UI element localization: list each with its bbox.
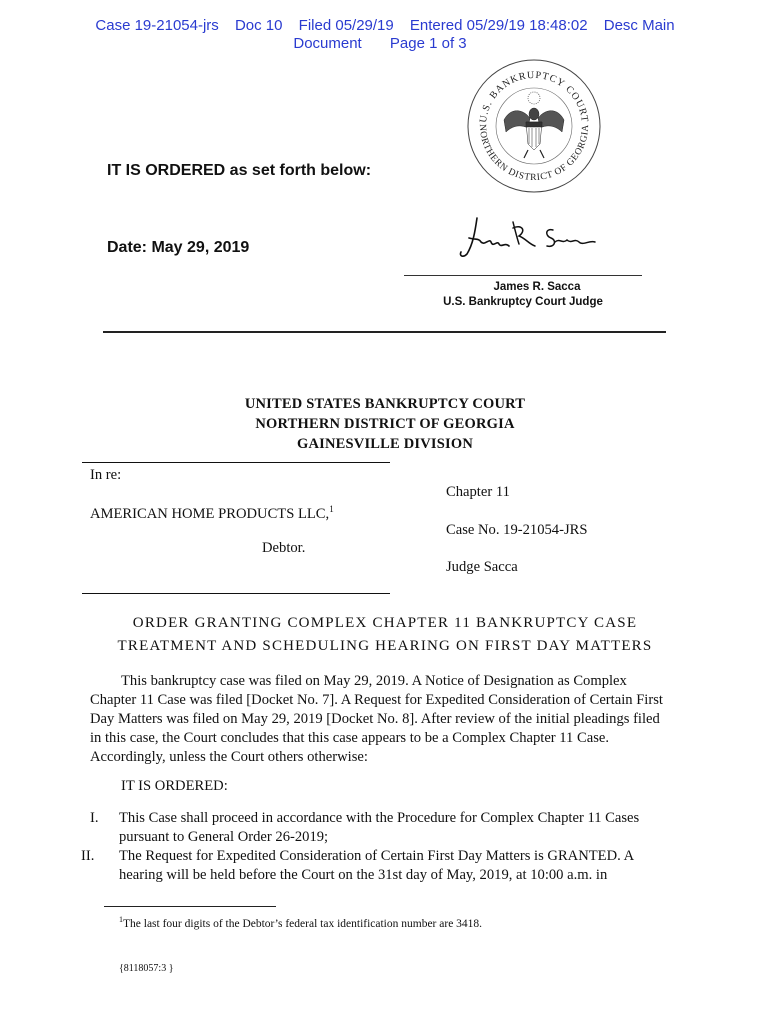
debtor-label: Debtor. bbox=[262, 540, 306, 556]
footnote-rule bbox=[104, 906, 276, 907]
judge-signature bbox=[455, 208, 605, 266]
item-line: The Request for Expedited Consideration of Certain First Day Matters is GRANTED. A bbox=[119, 848, 635, 864]
item-line: hearing will be held before the Court on the 31st day of May, 2019, at 10:00 a.m. in bbox=[119, 867, 608, 883]
footnote-text: The last four digits of the Debtor’s federal tax identification number are 3418. bbox=[123, 917, 483, 930]
para-line: Chapter 11 Case was filed [Docket No. 7]. A Request for Expedited Consideration of Certain First bbox=[90, 692, 663, 708]
in-re-label: In re: bbox=[90, 467, 122, 483]
order-item bbox=[90, 809, 690, 847]
svg-text:U.S. BANKRUPTCY COURT: U.S. BANKRUPTCY COURT bbox=[478, 69, 590, 124]
order-title bbox=[0, 612, 770, 658]
order-item bbox=[81, 847, 691, 885]
judge-caption: Judge Sacca bbox=[446, 559, 518, 575]
desc-main: Desc Main bbox=[603, 17, 675, 34]
para-line: in this case, the Court concludes that this case appears to be a Complex Chapter 11 Case. bbox=[90, 730, 610, 746]
footnote-mark: 1 bbox=[119, 915, 123, 924]
body-paragraph bbox=[90, 672, 690, 767]
judge-name: James R. Sacca bbox=[493, 281, 581, 293]
page-count: Page 1 of 3 bbox=[389, 35, 467, 52]
court-division: GAINESVILLE DIVISION bbox=[296, 436, 474, 452]
judge-title: U.S. Bankruptcy Court Judge bbox=[443, 296, 603, 308]
para-line: Day Matters was filed on May 29, 2019 [Docket No. 8]. After review of the initial pleadings filed bbox=[90, 711, 660, 727]
filed-date: Filed 05/29/19 bbox=[298, 17, 394, 34]
ecf-header-line-2 bbox=[0, 35, 765, 52]
item-line: pursuant to General Order 26-2019; bbox=[119, 829, 329, 845]
ordered-as-set-forth: IT IS ORDERED as set forth below: bbox=[107, 162, 372, 179]
footnote-ref: 1 bbox=[329, 504, 334, 514]
footnote bbox=[119, 915, 482, 930]
doc-number: Doc 10 bbox=[234, 17, 283, 34]
ecf-header-line-1 bbox=[0, 17, 770, 34]
signature-block bbox=[404, 280, 642, 310]
order-date: Date: May 29, 2019 bbox=[107, 239, 250, 256]
case-number-caption: Case No. 19-21054-JRS bbox=[446, 522, 588, 538]
item-number: I. bbox=[90, 810, 99, 826]
court-seal bbox=[466, 58, 602, 194]
it-is-ordered: IT IS ORDERED: bbox=[121, 778, 228, 794]
item-number: II. bbox=[81, 848, 95, 864]
court-district: NORTHERN DISTRICT OF GEORGIA bbox=[255, 416, 515, 432]
svg-text:NORTHERN DISTRICT OF GEORGIA: NORTHERN DISTRICT OF GEORGIA bbox=[476, 124, 592, 184]
para-line: Accordingly, unless the Court others otherwise: bbox=[90, 749, 368, 765]
entered-date: Entered 05/29/19 18:48:02 bbox=[409, 17, 588, 34]
caption-top-rule bbox=[82, 462, 390, 463]
chapter-label: Chapter 11 bbox=[446, 484, 510, 500]
seal-icon bbox=[466, 58, 602, 194]
debtor-name: AMERICAN HOME PRODUCTS LLC,$^1$ bbox=[90, 504, 334, 522]
court-name: UNITED STATES BANKRUPTCY COURT bbox=[244, 396, 526, 412]
signature-line bbox=[404, 275, 642, 276]
document-id: {8118057:3 } bbox=[119, 963, 174, 974]
header-separator bbox=[103, 331, 666, 333]
item-line: This Case shall proceed in accordance with the Procedure for Complex Chapter 11 Cases bbox=[119, 810, 640, 826]
caption-bottom-rule bbox=[82, 593, 390, 594]
case-number: Case 19-21054-jrs bbox=[95, 17, 219, 34]
order-title-line-1: ORDER GRANTING COMPLEX CHAPTER 11 BANKRUPTCY CASE bbox=[132, 615, 638, 631]
para-line: This bankruptcy case was filed on May 29, 2019. A Notice of Designation as Complex bbox=[121, 673, 627, 689]
document-label: Document bbox=[293, 35, 362, 52]
order-title-line-2: TREATMENT AND SCHEDULING HEARING ON FIRST DAY MATTERS bbox=[117, 638, 653, 654]
court-heading bbox=[0, 394, 770, 454]
